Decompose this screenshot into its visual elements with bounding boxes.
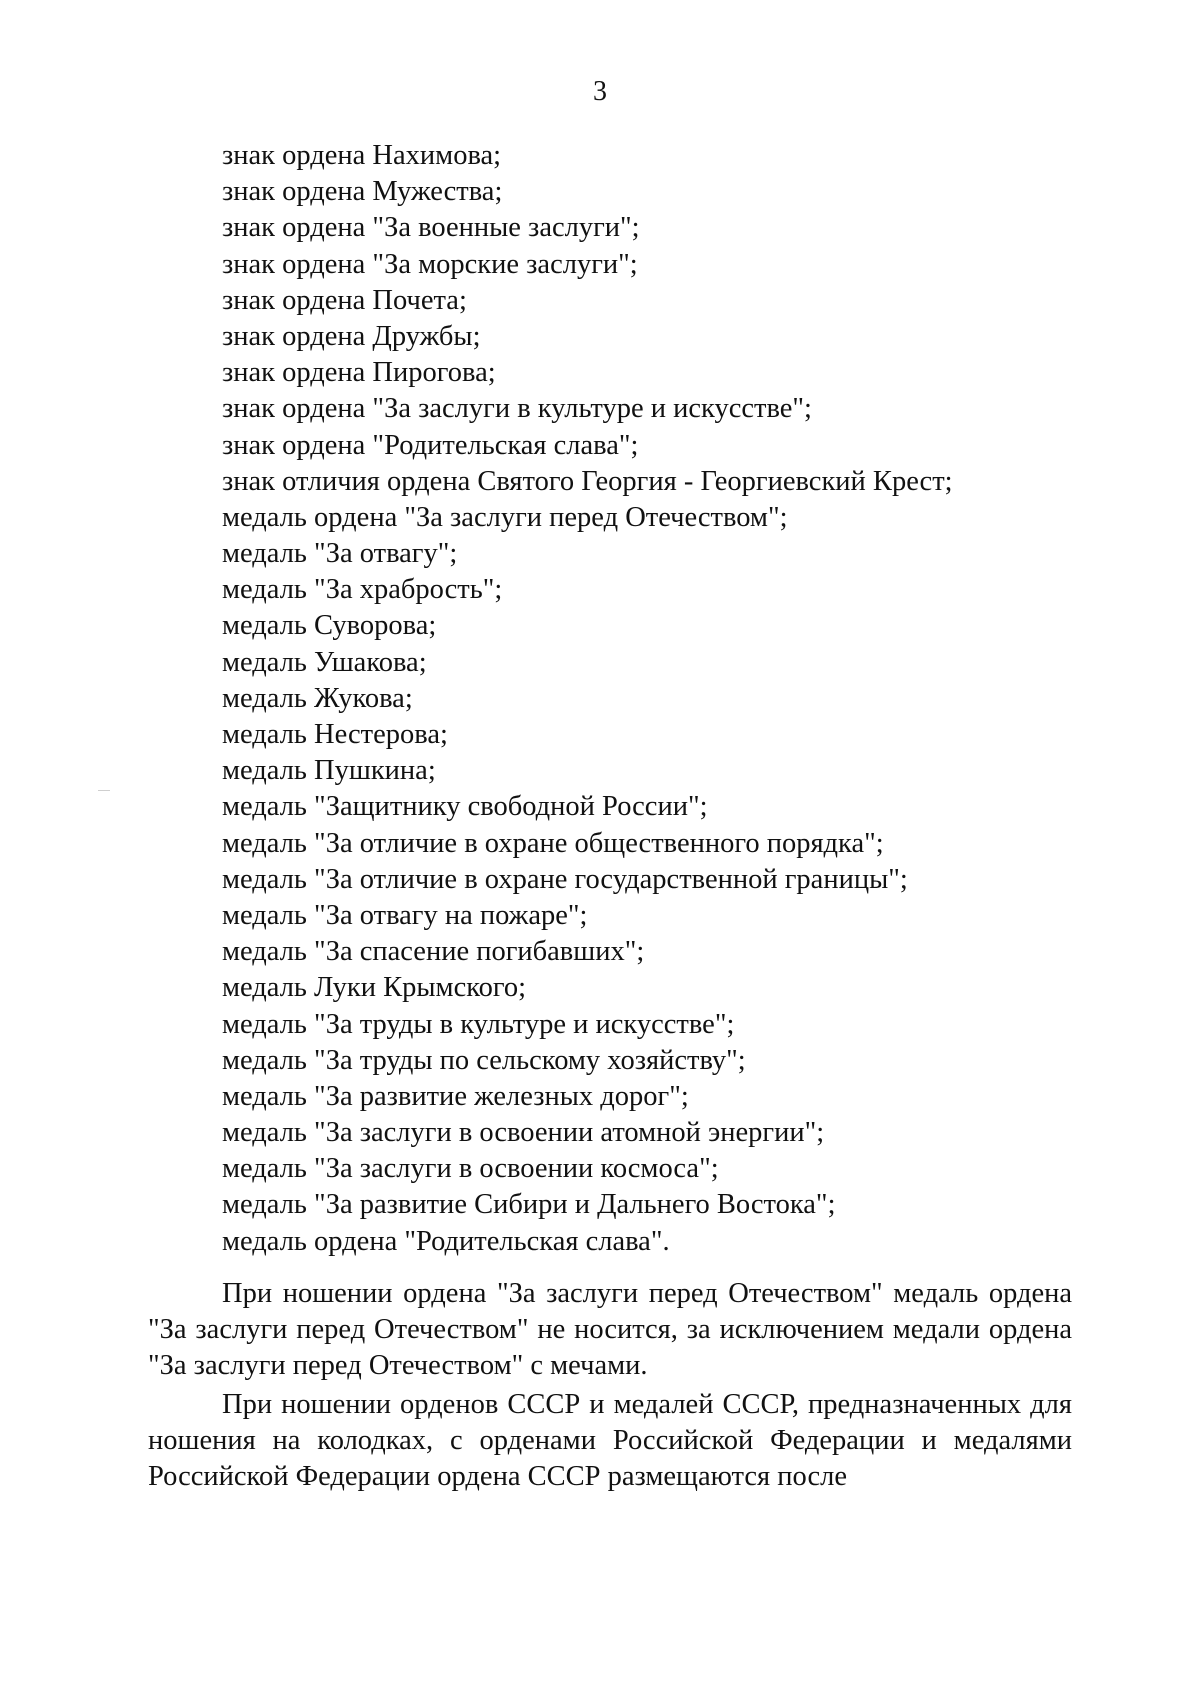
list-item: знак ордена Мужества;: [222, 176, 503, 208]
list-item: знак ордена "За морские заслуги";: [222, 248, 638, 280]
list-item: медаль "За заслуги в освоении космоса";: [222, 1153, 719, 1185]
list-item: медаль "За заслуги в освоении атомной энергии";: [222, 1117, 825, 1149]
award-list: [222, 138, 953, 1260]
list-item: знак ордена Пирогова;: [222, 357, 496, 389]
page-number: 3: [593, 76, 607, 107]
list-item: медаль "За развитие Сибири и Дальнего Востока";: [222, 1189, 836, 1221]
list-item: медаль Пушкина;: [222, 755, 436, 787]
list-item: медаль ордена "Родительская слава".: [222, 1225, 670, 1257]
list-item: знак ордена "За заслуги в культуре и искусстве";: [222, 393, 812, 425]
list-item: знак отличия ордена Святого Георгия - Георгиевский Крест;: [222, 465, 953, 497]
list-item: медаль Луки Крымского;: [222, 972, 527, 1004]
list-item: знак ордена "За военные заслуги";: [222, 212, 640, 244]
list-item: медаль Жукова;: [222, 682, 413, 714]
list-item: медаль "За труды по сельскому хозяйству";: [222, 1044, 746, 1076]
paragraph: При ношении орденов СССР и медалей СССР, предназначенных для ношения на колодках, с орденами Российской Федерации и медалями Российской Федерации ордена СССР размещаются после: [148, 1389, 1072, 1493]
list-item: медаль "За развитие железных дорог";: [222, 1080, 689, 1112]
list-item: знак ордена Почета;: [222, 284, 467, 316]
scan-artifact: [98, 790, 110, 791]
list-item: знак ордена Дружбы;: [222, 320, 481, 352]
paragraph: При ношении ордена "За заслуги перед Отечеством" медаль ордена "За заслуги перед Отечеством" не носится, за исключением медали ордена "За заслуги перед Отечеством" с мечами.: [148, 1278, 1072, 1382]
list-item: медаль "За отличие в охране общественного порядка";: [222, 827, 884, 859]
list-item: медаль "За отличие в охране государственной границы";: [222, 863, 908, 895]
list-item: медаль "Защитнику свободной России";: [222, 791, 708, 823]
list-item: знак ордена Нахимова;: [222, 140, 502, 171]
list-item: медаль "За спасение погибавших";: [222, 936, 645, 968]
list-item: медаль ордена "За заслуги перед Отечеством";: [222, 501, 788, 533]
list-item: медаль "За отвагу";: [222, 538, 458, 570]
list-item: знак ордена "Родительская слава";: [222, 429, 639, 461]
list-item: медаль "За храбрость";: [222, 574, 503, 606]
list-item: медаль Суворова;: [222, 610, 437, 642]
list-item: медаль Нестерова;: [222, 719, 448, 750]
list-item: медаль Ушакова;: [222, 646, 427, 678]
list-item: медаль "За труды в культуре и искусстве";: [222, 1008, 735, 1040]
list-item: медаль "За отвагу на пожаре";: [222, 899, 588, 931]
